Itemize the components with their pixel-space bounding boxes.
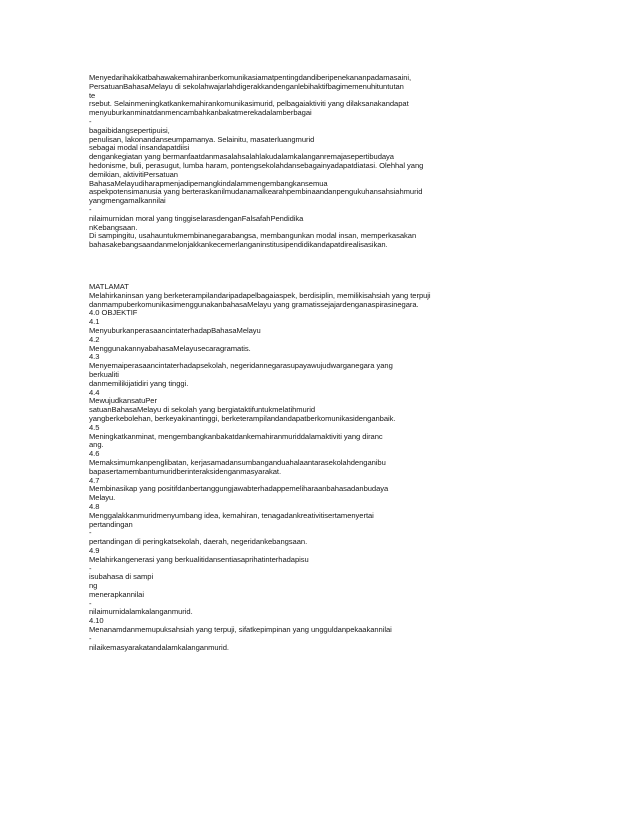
goals-text-line: - <box>89 633 92 643</box>
goals-text-line: - <box>89 528 92 538</box>
goals-text-line: 4.9 <box>89 545 100 555</box>
goals-text-line: Menyemaiperasaancintaterhadapsekolah, negeridannegarasupayawujudwarganegara yang <box>89 361 393 371</box>
goals-text-line: Meningkatkanminat, mengembangkanbakatdankemahiranmuriddalamaktiviti yang diranc <box>89 431 383 441</box>
goals-text-line: Memaksimumkanpenglibatan, kerjasamadansumbanganduahalaantarasekolahdenganibu <box>89 457 386 467</box>
intro-text-line: BahasaMelayudiharapmenjadipemangkindalammengembangkansemua <box>89 178 328 188</box>
intro-text-line: penulisan, lakonandanseumpamanya. Selainitu, masaterluangmurid <box>89 134 315 144</box>
goals-text-line: 4.4 <box>89 387 100 397</box>
goals-text-line: Melahirkangenerasi yang berkualitidansentiasaprihatinterhadapisu <box>89 554 309 564</box>
goals-text-line: Melahirkaninsan yang berketerampilandaripadapelbagaiaspek, berdisiplin, memilikisahsiah yang terpuji <box>89 290 431 300</box>
goals-text-line: ng <box>89 581 98 591</box>
goals-text-line: Melayu. <box>89 493 116 503</box>
goals-text-line: 4.1 <box>89 317 100 327</box>
goals-text-line: 4.0 OBJEKTIF <box>89 308 138 318</box>
intro-text-line: yangmengamalkannilai <box>89 196 166 206</box>
goals-text-line: 4.7 <box>89 475 100 485</box>
goals-text-line: yangberkebolehan, berkeyakinantinggi, berketerampilandandapatberkomunikasidenganbaik. <box>89 413 396 423</box>
goals-text-line: 4.3 <box>89 352 100 362</box>
goals-text-line: 4.10 <box>89 616 104 626</box>
intro-text-line: nKebangsaan. <box>89 222 138 232</box>
goals-text-line: - <box>89 563 92 573</box>
goals-text-line: pertandingan di peringkatsekolah, daerah, negeridankebangsaan. <box>89 537 308 547</box>
goals-text-line: ang. <box>89 440 104 450</box>
intro-text-line: demikian, aktivitiPersatuan <box>89 169 178 179</box>
goals-text-line: 4.5 <box>89 422 100 432</box>
goals-text-line: MATLAMAT <box>89 282 129 291</box>
goals-text-line: berkualiti <box>89 369 119 379</box>
goals-text-line: menerapkannilai <box>89 589 144 599</box>
intro-text-line: PersatuanBahasaMelayu di sekolahwajarlahdigerakkandenganlebihaktifbagimemenuhituntutan <box>89 81 404 91</box>
intro-text-block <box>89 74 609 250</box>
goals-text-line: 4.6 <box>89 449 100 459</box>
goals-text-line: MewujudkansatuPer <box>89 396 157 406</box>
intro-text-line: dengankegiatan yang bermanfaatdanmasalahsalahlakudalamkalanganremajasepertibudaya <box>89 152 394 162</box>
intro-text-line: - <box>89 204 92 214</box>
intro-text-line: bahasakebangsaandanmelonjakkankecemerlanganinstitusipendidikandapatdirealisasikan. <box>89 240 388 250</box>
goals-text-line: pertandingan <box>89 519 133 529</box>
intro-text-line: bagaibidangsepertipuisi, <box>89 125 170 135</box>
goals-text-line: 4.2 <box>89 334 100 344</box>
intro-text-line: menyuburkanminatdanmencambahkanbakatmerekadalamberbagai <box>89 108 312 118</box>
intro-text-line: nilaimurnidan moral yang tinggiselarasdenganFalsafahPendidika <box>89 213 304 223</box>
goals-text-line: danmampuberkomunikasimenggunakanbahasaMelayu yang gramatissejajardenganaspirasinegara. <box>89 299 419 309</box>
goals-text-line: danmemilikijatidiri yang tinggi. <box>89 378 189 388</box>
intro-text-line: - <box>89 116 92 126</box>
goals-text-line: nilaimurnidalamkalanganmurid. <box>89 607 193 617</box>
goals-text-line: Menanamdanmemupuksahsiah yang terpuji, sifatkepimpinan yang ungguldanpekaakannilai <box>89 625 392 635</box>
intro-text-line: Menyedarihakikatbahawakemahiranberkomunikasiamatpentingdandiberipenekananpadamasaini, <box>89 73 412 82</box>
intro-text-line: sebagai modal insandapatdiisi <box>89 143 190 153</box>
goals-objectives-block <box>89 283 609 652</box>
goals-text-line: Menggalakkanmuridmenyumbang idea, kemahiran, tenagadankreativitisertamenyertai <box>89 510 374 520</box>
intro-text-line: rsebut. Selainmeningkatkankemahirankomunikasimurid, pelbagaiaktiviti yang dilaksanakandapat <box>89 99 409 109</box>
goals-text-line: 4.8 <box>89 501 100 511</box>
goals-text-line: - <box>89 598 92 608</box>
goals-text-line: MenggunakannyabahasaMelayusecaragramatis. <box>89 343 251 353</box>
goals-text-line: nilaikemasyarakatandalamkalanganmurid. <box>89 642 229 652</box>
goals-text-line: isubahasa di sampi <box>89 572 154 582</box>
goals-text-line: bapasertamembantumuridberinteraksidenganmasyarakat. <box>89 466 282 476</box>
goals-text-line: satuanBahasaMelayu di sekolah yang bergiataktifuntukmelatihmurid <box>89 405 316 415</box>
intro-text-line: Di sampingitu, usahauntukmembinanegarabangsa, membangunkan modal insan, memperkasakan <box>89 231 417 241</box>
intro-text-line: hedonisme, buli, perasugut, lumba haram, pontengsekolahdansebagainyadapatdiatasi. Olehhal yang <box>89 160 424 170</box>
intro-text-line: aspekpotensimanusia yang berteraskanilmudanamalkearahpembinaandanpengukuhansahsiahmurid <box>89 187 423 197</box>
intro-text-line: te <box>89 90 96 100</box>
goals-text-line: Membinasikap yang positifdanbertanggungjawabterhadappemeliharaanbahasadanbudaya <box>89 484 389 494</box>
goals-text-line: MenyuburkanperasaancintaterhadapBahasaMelayu <box>89 325 261 335</box>
